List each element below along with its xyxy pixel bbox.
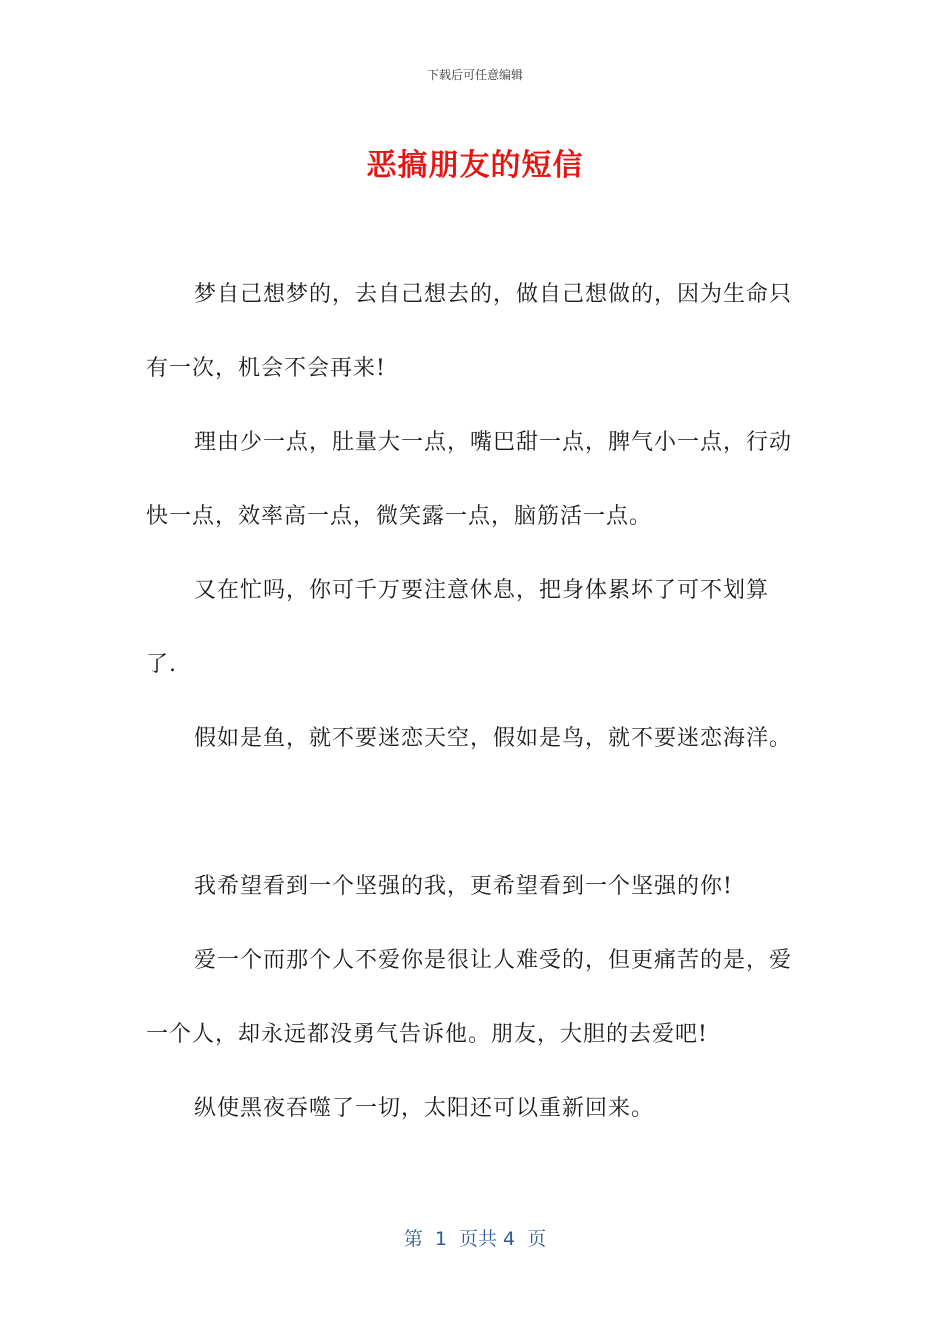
document-body xyxy=(146,258,796,1146)
document-title: 恶搞朋友的短信 xyxy=(366,148,584,183)
paragraph: 我希望看到一个坚强的我，更希望看到一个坚强的你! xyxy=(194,874,733,899)
page-header-note: 下载后可任意编辑 xyxy=(426,68,523,82)
paragraph: 假如是鱼，就不要迷恋天空，假如是鸟，就不要迷恋海洋。 xyxy=(194,726,793,751)
paragraph: 理由少一点，肚量大一点，嘴巴甜一点，脾气小一点，行动快一点，效率高一点，微笑露一点，脑筋活一点。 xyxy=(146,430,793,529)
paragraph: 爱一个而那个人不爱你是很让人难受的，但更痛苦的是，爱一个人，却永远都没勇气告诉他。朋友，大胆的去爱吧! xyxy=(146,948,793,1047)
paragraph: 梦自己想梦的，去自己想去的，做自己想做的，因为生命只有一次，机会不会再来! xyxy=(146,282,793,381)
paragraph: 又在忙吗，你可千万要注意休息，把身体累坏了可不划算了. xyxy=(146,578,770,677)
paragraph: 纵使黑夜吞噬了一切，太阳还可以重新回来。 xyxy=(194,1096,655,1121)
page-number-footer: 第 1 页共 4 页 xyxy=(403,1228,547,1250)
blank-line xyxy=(146,776,796,850)
